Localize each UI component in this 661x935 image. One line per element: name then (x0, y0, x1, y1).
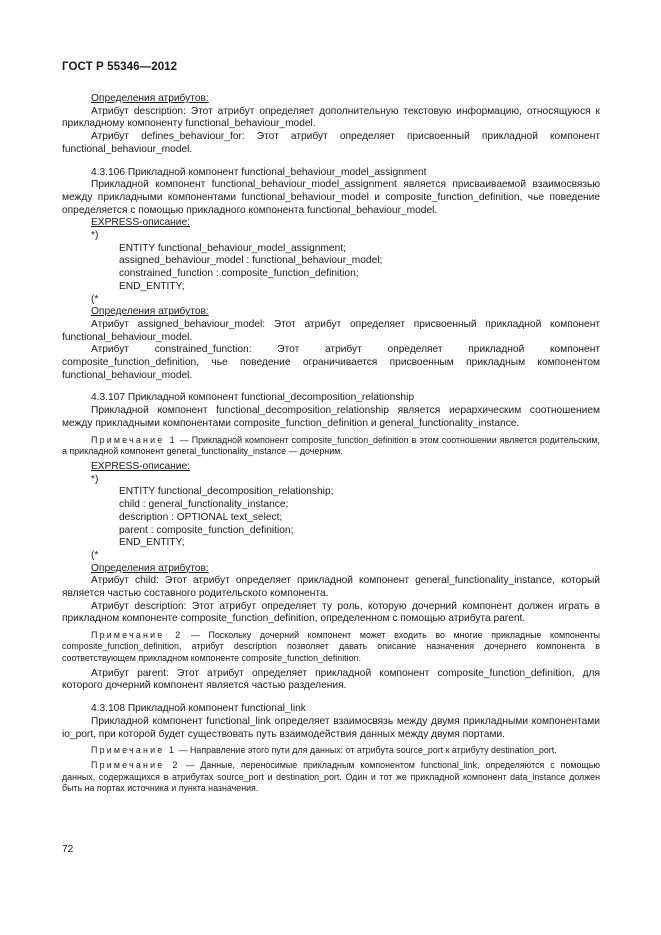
paragraph: 4.3.106 Прикладной компонент functional_behaviour_model_assignment (91, 166, 427, 178)
code-line: parent : composite_function_definition; (119, 524, 294, 536)
document-header: ГОСТ Р 55346—2012 (62, 61, 178, 73)
paragraph: Прикладной компонент functional_link определяет взаимосвязь между двумя прикладными компонентами io_port, при которой будет существовать путь взаимодействия данных между двумя портами. (62, 715, 600, 740)
section-label (62, 93, 600, 106)
code-line: child : general_functionality_instance; (119, 499, 289, 511)
express-code-block (62, 474, 600, 563)
note (62, 760, 600, 794)
paragraph: Атрибут defines_behaviour_for: Этот атрибут определяет присвоенный прикладной компонент functional_behaviour_model. (62, 131, 600, 155)
spacer (62, 157, 600, 167)
paragraph: Прикладной компонент functional_behaviour_model_assignment является присваиваемой взаимосвязью между прикладными компонентами functional_behaviour_model и composite_function_definition, чье поведение определяется с помощью прикладного компонента functional_behaviour_model. (62, 179, 600, 216)
code-line: (* (91, 549, 99, 561)
section-label (62, 461, 600, 474)
code-line: description : OPTIONAL text_select; (119, 511, 283, 523)
section-label (62, 217, 600, 230)
note-label: Примечание 1 (91, 745, 177, 756)
paragraph: Атрибут constrained_function: Этот атрибут определяет прикладной компонент composite_function_definition, чье поведение ограничивается присвоенным прикладным компонентом functional_behaviour_model. (62, 344, 600, 381)
note (62, 435, 600, 457)
note-text: — Поскольку дочерний компонент может входить во многие прикладные компоненты composite_function_definition, атрибут description позволяет давать описание назначения дочернего компонента в соответствующем прикладном компоненте composite_function_definition. (62, 630, 600, 663)
code-line: ENTITY functional_decomposition_relationship; (119, 486, 334, 498)
section-label-text: Определения атрибутов: (91, 93, 209, 104)
paragraph: 4.3.107 Прикладной компонент functional_decomposition_relationship (91, 392, 415, 404)
code-line: (* (91, 293, 99, 305)
spacer (62, 382, 600, 392)
paragraph: Атрибут parent: Этот атрибут определяет прикладной компонент composite_function_definition, для которого дочерний компонент является частью разделения. (62, 667, 600, 692)
page-number: 72 (62, 844, 74, 855)
spacer (62, 693, 600, 703)
section-label-text: Определения атрибутов: (91, 306, 209, 318)
note-label: Примечание 2 (91, 630, 183, 641)
code-line: constrained_function : composite_function_definition; (119, 268, 359, 280)
section-label (62, 563, 600, 576)
code-line: assigned_behaviour_model : functional_behaviour_model; (119, 255, 383, 267)
paragraph: 4.3.108 Прикладной компонент functional_link (91, 703, 306, 715)
note (62, 745, 600, 756)
section-label-text: EXPRESS-описание: (91, 217, 190, 229)
paragraph: Прикладной компонент functional_decomposition_relationship является иерархическим соотношением между прикладными компонентами composite_function_definition и general_functionality_instance. (62, 405, 600, 429)
note-text: — Данные, переносимые прикладным компонентом functional_link, определяются с помощью данных, содержащихся в атрибутах source_port и destination_port. Один и тот же прикладной компонент data_instance должен быть на портах источника и пункта назначения. (62, 760, 601, 793)
paragraph: Атрибут child: Этот атрибут определяет прикладной компонент general_functionality_instance, который является частью составного родительского компонента. (62, 575, 600, 600)
code-line: END_ENTITY; (119, 280, 185, 292)
paragraph: Атрибут description: Этот атрибут определяет дополнительную текстовую информацию, относящуюся к прикладному компоненту functional_behaviour_model. (62, 105, 600, 130)
note-label: Примечание 2 (91, 760, 180, 771)
note (62, 630, 600, 664)
document-body (62, 93, 600, 794)
express-code-block (62, 230, 600, 306)
code-line: *) (91, 230, 99, 242)
section-label (62, 306, 600, 319)
paragraph: Атрибут assigned_behaviour_model: Этот атрибут определяет присвоенный прикладной компонент functional_behaviour_model. (62, 318, 600, 343)
section-label-text: EXPRESS-описание: (91, 460, 190, 472)
code-line: *) (91, 473, 99, 485)
section-label-text: Определения атрибутов: (91, 562, 209, 574)
code-line: ENTITY functional_behaviour_model_assignment; (119, 242, 346, 254)
note-text: — Прикладной компонент composite_function_definition в этом соотношении является родительским, а прикладной компонент general_functionality_instance — дочерним. (62, 434, 600, 456)
code-line: END_ENTITY; (119, 537, 185, 549)
note-text: — Направление этого пути для данных: от атрибута source_port к атрибуту destination_port. (176, 745, 557, 756)
note-label: Примечание 1 (91, 434, 177, 445)
paragraph: Атрибут description: Этот атрибут определяет ту роль, которую дочерний компонент должен играть в прикладном компоненте composite_function_definition, определенном с помощью атрибута parent. (62, 600, 600, 625)
